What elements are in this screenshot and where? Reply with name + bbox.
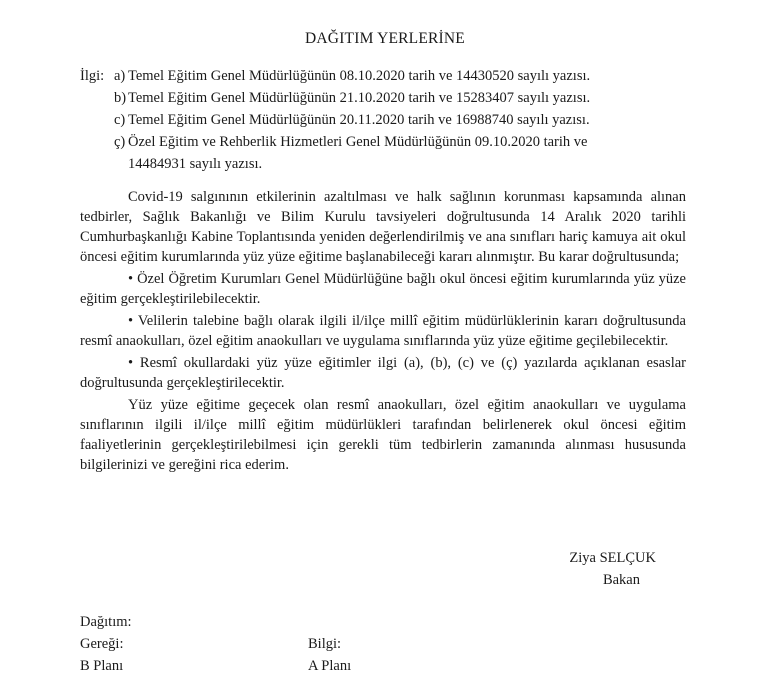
distribution-heading: Dağıtım: [80,614,132,630]
distribution-block [80,612,480,678]
signatory-name: Ziya SELÇUK [569,550,656,566]
reference-text: Temel Eğitim Genel Müdürlüğünün 08.10.2020 tarih ve 14430520 sayılı yazısı. [128,68,591,84]
body-paragraph: Yüz yüze eğitime geçecek olan resmî anaokulları, özel eğitim anaokulları ve uygulama sınıflarının ilgili il/ilçe millî eğitim müdürlükleri tarafından belirlenerek okul öncesi eğitim faaliyetlerinin gerçekleştirilebilmesi için gerekli tüm tedbirlerin zamanında alınması hususunda bilgilerinizi ve gereğini rica ederim. [80,397,686,473]
reference-letter: a) [114,68,126,84]
bilgi-label: Bilgi: [308,636,342,652]
signatory-title: Bakan [602,572,640,588]
reference-letter: ç) [114,134,126,150]
reference-text: Özel Eğitim ve Rehberlik Hizmetleri Genel Müdürlüğünün 09.10.2020 tarih ve [128,134,588,150]
body-paragraph: Covid-19 salgınının etkilerinin azaltılması ve halk sağlının korunması kapsamında alınan tedbirler, Sağlık Bakanlığı ve Bilim Kurulu tavsiyeleri doğrultusunda 14 Aralık 2020 tarihli Cumhurbaşkanlığı Kabine Toplantısında yeniden değerlendirilmiş ve ana sınıfları hariç kamuya ait okul öncesi eğitim kurumlarında yüz yüze eğitime başlanabileceği kararı alınmıştır. Bu karar doğrultusunda; [80,189,686,265]
reference-continuation: 14484931 sayılı yazısı. [128,156,263,172]
reference-item [80,110,690,132]
bilgi-value: A Planı [308,658,352,674]
document-title: DAĞITIM YERLERİNE [305,30,465,47]
reference-text: Temel Eğitim Genel Müdürlüğünün 21.10.2020 tarih ve 15283407 sayılı yazısı. [128,90,591,106]
bullet-item: • Özel Öğretim Kurumları Genel Müdürlüğüne bağlı okul öncesi eğitim kurumlarında yüz yüze eğitim gerçekleştirilebilecektir. [80,271,686,307]
reference-label: İlgi: [80,68,105,84]
reference-letter: b) [114,90,127,106]
bullet-item: • Velilerin talebine bağlı olarak ilgili il/ilçe millî eğitim müdürlüklerinin kararı doğrultusunda resmî anaokulları, özel eğitim anaokulları ve uygulama sınıflarında yüz yüze eğitime geçilebilecektir. [80,313,686,349]
document-body [80,187,686,477]
gere-value: B Planı [80,658,124,674]
reference-item [80,132,690,154]
bullet-item: • Resmî okullardaki yüz yüze eğitimler ilgi (a), (b), (c) ve (ç) yazılarda açıklanan esaslar doğrultusunda gerçekleştirilecektir. [80,355,686,391]
gere-label: Gereği: [80,636,124,652]
signature-block [569,548,656,592]
reference-letter: c) [114,112,126,128]
reference-text: Temel Eğitim Genel Müdürlüğünün 20.11.2020 tarih ve 16988740 sayılı yazısı. [128,112,590,128]
reference-item [80,66,690,88]
reference-list [80,66,690,176]
reference-item [80,88,690,110]
